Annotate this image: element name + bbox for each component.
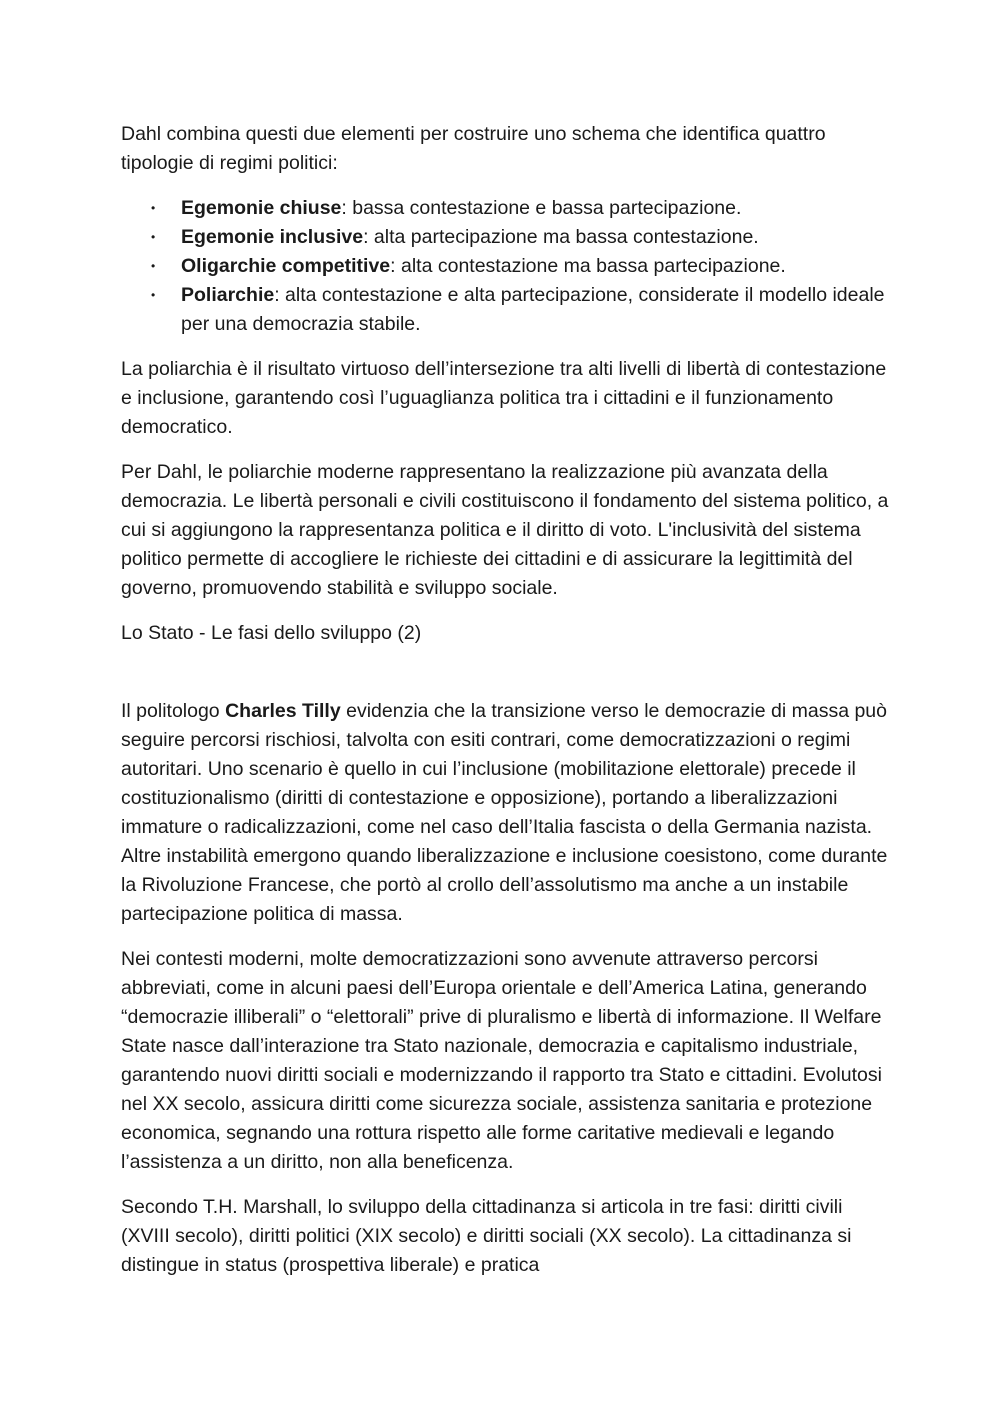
regime-term: Poliarchie — [181, 284, 275, 306]
document-page — [121, 120, 891, 1296]
tilly-intro-text: Il politologo — [121, 700, 226, 722]
regime-description: : alta contestazione e alta partecipazione, considerate il modello ideale per una democrazia stabile. — [181, 284, 885, 335]
welfare-paragraph: Nei contesti moderni, molte democratizzazioni sono avvenute attraverso percorsi abbreviati, come in alcuni paesi dell’Europa orientale e dell’America Latina, generando “democrazie illiberali” o “elettorali” prive di pluralismo e libertà di informazione. Il Welfare State nasce dall’interazione tra Stato nazionale, democrazia e capitalismo industriale, garantendo nuovi diritti sociali e modernizzando il rapporto tra Stato e cittadini. Evolutosi nel XX secolo, assicura diritti come sicurezza sociale, assistenza sanitaria e protezione economica, segnando una rottura rispetto alle forme caritative medievali e legando l’assistenza a un diritto, non alla beneficenza. — [121, 948, 882, 1173]
list-item — [151, 252, 891, 281]
marshall-paragraph: Secondo T.H. Marshall, lo sviluppo della cittadinanza si articola in tre fasi: diritti civili (XVIII secolo), diritti politici (XIX secolo) e diritti sociali (XX secolo). La cittadinanza si distingue in status (prospettiva liberale) e pratica — [121, 1196, 852, 1276]
bullet-icon: • — [151, 288, 156, 302]
poliarchia-paragraph: La poliarchia è il risultato virtuoso dell’intersezione tra alti livelli di libertà di contestazione e inclusione, garantendo così l’uguaglianza politica tra i cittadini e il funzionamento democratico. — [121, 358, 887, 438]
regime-list — [121, 194, 891, 339]
bullet-icon: • — [151, 259, 156, 273]
regime-description: : bassa contestazione e bassa partecipazione. — [341, 197, 742, 219]
dahl-paragraph: Per Dahl, le poliarchie moderne rappresentano la realizzazione più avanzata della democrazia. Le libertà personali e civili costituiscono il fondamento del sistema politico, a cui si aggiungono la rappresentanza politica e il diritto di voto. L'inclusività del sistema politico permette di accogliere le richieste dei cittadini e di assicurare la legittimità del governo, promuovendo stabilità e sviluppo sociale. — [121, 461, 889, 599]
regime-term: Egemonie chiuse — [181, 197, 342, 219]
list-item — [151, 194, 891, 223]
list-item — [151, 281, 891, 339]
tilly-name: Charles Tilly — [225, 700, 341, 722]
regime-description: : alta partecipazione ma bassa contestazione. — [363, 226, 759, 248]
bullet-icon: • — [151, 201, 156, 215]
list-item — [151, 223, 891, 252]
section-heading: Lo Stato - Le fasi dello sviluppo (2) — [121, 622, 422, 644]
tilly-paragraph — [121, 697, 891, 929]
tilly-body-text: evidenzia che la transizione verso le democrazie di massa può seguire percorsi rischiosi, talvolta con esiti contrari, come democratizzazioni o regimi autoritari. Uno scenario è quello in cui l’inclusione (mobilitazione elettorale) precede il costituzionalismo (diritti di contestazione e opposizione), portando a liberalizzazioni immature o radicalizzazioni, come nel caso dell’Italia fascista o della Germania nazista. Altre instabilità emergono quando liberalizzazione e inclusione coesistono, come durante la Rivoluzione Francese, che portò al crollo dell’assolutismo ma anche a un instabile partecipazione politica di massa. — [121, 700, 888, 925]
intro-paragraph: Dahl combina questi due elementi per costruire uno schema che identifica quattro tipologie di regimi politici: — [121, 123, 826, 174]
regime-term: Oligarchie competitive — [181, 255, 391, 277]
regime-term: Egemonie inclusive — [181, 226, 364, 248]
bullet-icon: • — [151, 230, 156, 244]
regime-description: : alta contestazione ma bassa partecipazione. — [390, 255, 786, 277]
